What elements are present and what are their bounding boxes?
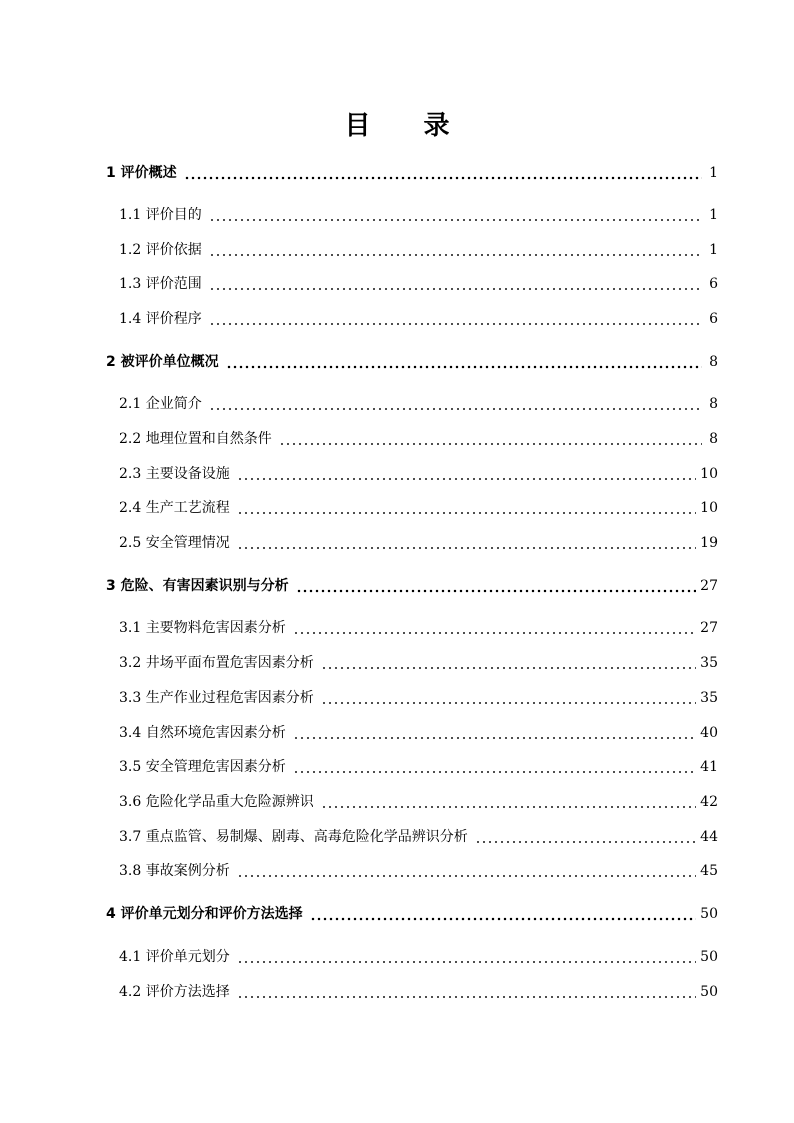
toc-entry[interactable]: [119, 203, 718, 227]
toc-page-number: 41: [700, 759, 718, 775]
toc-page-number: 27: [700, 578, 718, 594]
toc-entry[interactable]: [119, 238, 718, 262]
toc-page-number: 1: [709, 242, 718, 258]
toc-title: 目 录: [344, 111, 472, 141]
toc-entry[interactable]: [119, 272, 718, 296]
toc-entry-text: 1.2 评价依据: [119, 242, 202, 258]
toc-entry-text: 2.4 生产工艺流程: [119, 500, 230, 516]
dot-leader: [293, 760, 696, 774]
dot-leader: [209, 243, 702, 257]
dot-leader: [237, 985, 696, 999]
toc-entry[interactable]: [119, 616, 718, 640]
dot-leader: [293, 621, 696, 635]
dot-leader: [279, 432, 702, 446]
toc-entry-text: 3.1 主要物料危害因素分析: [119, 620, 286, 636]
toc-entry-text: 4.2 评价方法选择: [119, 984, 230, 1000]
dot-leader: [237, 536, 696, 550]
toc-page-number: 10: [700, 466, 718, 482]
toc-entry[interactable]: [119, 721, 718, 745]
toc-page-number: 6: [709, 311, 718, 327]
toc-entry[interactable]: [119, 307, 718, 331]
toc-entry[interactable]: [119, 825, 718, 849]
toc-entry[interactable]: [119, 392, 718, 416]
dot-leader: [237, 467, 696, 481]
dot-leader: [184, 166, 702, 180]
dot-leader: [237, 950, 696, 964]
toc-entry-text: 1 评价概述: [106, 165, 177, 181]
toc-page-number: 8: [709, 431, 718, 447]
toc-page-number: 8: [709, 354, 718, 370]
toc-page-number: 42: [700, 794, 718, 810]
toc-entry-text: 3.2 井场平面布置危害因素分析: [119, 655, 314, 671]
dot-leader: [475, 830, 696, 844]
toc-entry-text: 2 被评价单位概况: [106, 354, 219, 370]
dot-leader: [321, 795, 696, 809]
toc-entry[interactable]: [119, 980, 718, 1004]
toc-page-number: 44: [700, 829, 718, 845]
toc-page-number: 27: [700, 620, 718, 636]
dot-leader: [293, 726, 696, 740]
toc-entry[interactable]: [119, 531, 718, 555]
dot-leader: [296, 579, 697, 593]
toc-page-number: 50: [700, 984, 718, 1000]
toc-entry-text: 3.7 重点监管、易制爆、剧毒、高毒危险化学品辨识分析: [119, 829, 468, 845]
dot-leader: [209, 208, 702, 222]
toc-entry-text: 3.8 事故案例分析: [119, 863, 230, 879]
toc-entry-text: 3.6 危险化学品重大危险源辨识: [119, 794, 314, 810]
toc-entry-text: 1.4 评价程序: [119, 311, 202, 327]
toc-page-number: 10: [700, 500, 718, 516]
toc-entry-text: 4.1 评价单元划分: [119, 949, 230, 965]
toc-entry-text: 1.3 评价范围: [119, 276, 202, 292]
toc-entry-text: 2.2 地理位置和自然条件: [119, 431, 272, 447]
toc-page-number: 45: [700, 863, 718, 879]
toc-entry-text: 3.5 安全管理危害因素分析: [119, 759, 286, 775]
dot-leader: [209, 277, 702, 291]
toc-page-number: 1: [709, 165, 718, 181]
toc-entry-text: 2.3 主要设备设施: [119, 466, 230, 482]
toc-page-number: 50: [700, 949, 718, 965]
toc-entry[interactable]: [106, 574, 718, 598]
toc-entry[interactable]: [106, 902, 718, 926]
toc-entry[interactable]: [106, 350, 718, 374]
dot-leader: [226, 355, 702, 369]
dot-leader: [237, 501, 696, 515]
toc-entry[interactable]: [119, 859, 718, 883]
toc-entry-text: 2.1 企业简介: [119, 396, 202, 412]
dot-leader: [237, 864, 696, 878]
toc-entry-text: 3 危险、有害因素识别与分析: [106, 578, 289, 594]
toc-entry-text: 3.3 生产作业过程危害因素分析: [119, 690, 314, 706]
dot-leader: [321, 656, 696, 670]
toc-page-number: 6: [709, 276, 718, 292]
toc-entry[interactable]: [119, 462, 718, 486]
toc-entry-text: 1.1 评价目的: [119, 207, 202, 223]
toc-page-number: 35: [700, 655, 718, 671]
toc-entry-text: 4 评价单元划分和评价方法选择: [106, 906, 303, 922]
toc-entry[interactable]: [119, 496, 718, 520]
toc-entry-text: 3.4 自然环境危害因素分析: [119, 725, 286, 741]
toc-entry[interactable]: [119, 755, 718, 779]
toc-page-number: 8: [709, 396, 718, 412]
dot-leader: [209, 397, 702, 411]
toc-entry[interactable]: [119, 945, 718, 969]
toc-page-number: 35: [700, 690, 718, 706]
dot-leader: [310, 907, 697, 921]
toc-page-number: 50: [700, 906, 718, 922]
toc-entry[interactable]: [119, 790, 718, 814]
toc-entry[interactable]: [106, 161, 718, 185]
toc-page-number: 1: [709, 207, 718, 223]
dot-leader: [321, 691, 696, 705]
dot-leader: [209, 312, 702, 326]
toc-entry-text: 2.5 安全管理情况: [119, 535, 230, 551]
toc-entry[interactable]: [119, 427, 718, 451]
toc-entry[interactable]: [119, 686, 718, 710]
toc-page-number: 40: [700, 725, 718, 741]
toc-entry[interactable]: [119, 651, 718, 675]
toc-page-number: 19: [700, 535, 718, 551]
